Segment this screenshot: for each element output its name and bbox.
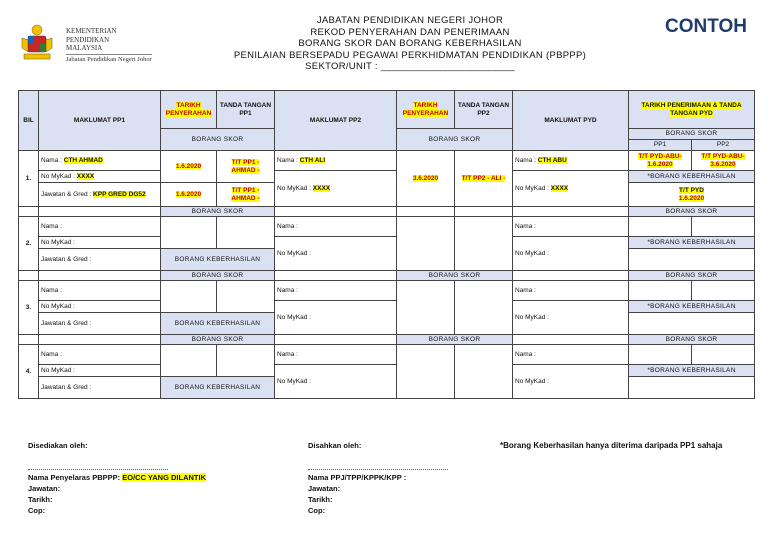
pp1-jawatan: KPP GRED DG52 bbox=[93, 191, 146, 198]
field-label: No MyKad : bbox=[41, 173, 75, 180]
pyd-mykad-cell: No MyKad : bbox=[513, 237, 629, 271]
title-line: REKOD PENYERAHAN DAN PENERIMAAN bbox=[310, 26, 510, 38]
field-label: Nama Penyelaras PBPPP: bbox=[28, 473, 121, 482]
pyd-subheader bbox=[629, 129, 755, 151]
pp2-nama-cell bbox=[275, 151, 397, 171]
tarikh-label: Tarikh: bbox=[308, 495, 333, 504]
disahkan-label: Disahkan oleh: bbox=[308, 441, 362, 450]
jawatan-label: Jawatan: bbox=[308, 484, 341, 493]
row-number: 3. bbox=[19, 281, 39, 335]
borang-skor-label: BORANG SKOR bbox=[161, 271, 275, 281]
col-penerimaan-pyd bbox=[629, 91, 755, 129]
tt-skor-cell bbox=[217, 151, 275, 183]
col-tanda-tangan-pp1: TANDA TANGAN PP1 bbox=[217, 91, 275, 129]
header-label: TARIKH PENERIMAAN & TANDA TANGAN PYD bbox=[641, 101, 742, 117]
col-bil: BIL bbox=[19, 91, 39, 151]
disediakan-label: Disediakan oleh: bbox=[28, 441, 88, 450]
title-line: JABATAN PENDIDIKAN NEGERI JOHOR bbox=[316, 15, 504, 26]
pp2-mykad-cell: No MyKad : bbox=[275, 301, 397, 335]
borang-skor-label: BORANG SKOR bbox=[629, 207, 755, 217]
pp2-tt-cell bbox=[455, 151, 513, 207]
borang-keberhasilan-label: BORANG KEBERHASILAN bbox=[161, 313, 275, 335]
col-tanda-tangan-pp2: TANDA TANGAN PP2 bbox=[455, 91, 513, 129]
field-label: Nama : bbox=[277, 157, 298, 164]
pyd-mykad-cell bbox=[513, 171, 629, 207]
pp1-short-label: PP1 bbox=[629, 140, 692, 150]
penyelaras-value: EO/CC YANG DILANTIK bbox=[122, 473, 206, 482]
record-table bbox=[18, 90, 755, 399]
pyd-tt-pp2: T/T PYD-ABU- bbox=[701, 152, 745, 160]
pp1-mykad-cell: No MyKad : bbox=[39, 301, 161, 313]
ministry-line: KEMENTERIAN bbox=[66, 27, 117, 35]
pyd-tarikh-pp1: 1.6.2020 bbox=[647, 160, 673, 168]
pp1-nama-cell: Nama : bbox=[39, 217, 161, 237]
pp2-mykad: XXXX bbox=[312, 185, 331, 192]
pp2-nama-cell: Nama : bbox=[275, 345, 397, 365]
table-row bbox=[19, 151, 755, 171]
table-row bbox=[19, 335, 755, 345]
tarikh-label: Tarikh: bbox=[28, 495, 53, 504]
contoh-stamp: CONTOH bbox=[665, 16, 747, 37]
borang-skor-label: BORANG SKOR bbox=[629, 271, 755, 281]
field-label: Jawatan & Gred : bbox=[41, 191, 92, 198]
nama-ppj-label: Nama PPJ/TPP/KPPK/KPP : bbox=[308, 473, 407, 482]
borang-skor-label: BORANG SKOR bbox=[161, 207, 275, 217]
signature-line bbox=[28, 463, 168, 470]
borang-skor-label: BORANG SKOR bbox=[397, 335, 513, 345]
pp2-mykad-cell: No MyKad : bbox=[275, 237, 397, 271]
header-label: TARIKH PENYERAHAN bbox=[165, 101, 212, 117]
disahkan-block bbox=[308, 440, 448, 516]
pp1-nama: CTH AHMAD bbox=[63, 157, 103, 164]
pp1-jawatan-cell bbox=[39, 183, 161, 207]
pyd-tarikh-pp2: 3.6.2020 bbox=[710, 160, 736, 168]
col-maklumat-pp1: MAKLUMAT PP1 bbox=[39, 91, 161, 151]
pyd-tarikh-keb: 1.6.2020 bbox=[678, 194, 705, 202]
borang-keberhasilan-label: BORANG KEBERHASILAN bbox=[161, 377, 275, 399]
pp2-tarikh-cell bbox=[397, 151, 455, 207]
pyd-nama-cell: Nama : bbox=[513, 281, 629, 301]
row-number: 4. bbox=[19, 345, 39, 399]
field-label: Nama : bbox=[515, 157, 536, 164]
pyd-tt-keb-cell bbox=[629, 183, 755, 207]
pp1-nama-cell bbox=[39, 151, 161, 171]
pp1-mykad-cell bbox=[39, 171, 161, 183]
field-label: Nama : bbox=[41, 157, 62, 164]
table-row bbox=[19, 237, 755, 249]
pp1-nama-cell: Nama : bbox=[39, 345, 161, 365]
pp2-nama-cell: Nama : bbox=[275, 217, 397, 237]
col-maklumat-pyd: MAKLUMAT PYD bbox=[513, 91, 629, 151]
pyd-tt-pp2-cell bbox=[692, 151, 755, 171]
tarikh-skor: 1.6.2020 bbox=[175, 163, 202, 170]
pp2-mykad-cell: No MyKad : bbox=[275, 365, 397, 399]
borang-skor-label: BORANG SKOR bbox=[397, 271, 513, 281]
title-line: PENILAIAN BERSEPADU PEGAWAI PERKHIDMATAN PENDIDIKAN (PBPPP) bbox=[233, 49, 587, 61]
pyd-nama-cell: Nama : bbox=[513, 345, 629, 365]
borang-keberhasilan-label: *BORANG KEBERHASILAN bbox=[629, 171, 755, 183]
col-tarikh-penyerahan-pp2 bbox=[397, 91, 455, 129]
tt-keberhasilan-cell bbox=[217, 183, 275, 207]
jawatan-label: Jawatan: bbox=[28, 484, 61, 493]
pp2-tt: T/T PP2 - ALI - bbox=[461, 174, 506, 182]
coat-of-arms-logo bbox=[18, 22, 56, 64]
borang-skor-label: BORANG SKOR bbox=[161, 129, 275, 151]
document-title bbox=[200, 15, 620, 73]
page-header bbox=[0, 0, 768, 90]
borang-skor-label: BORANG SKOR bbox=[397, 129, 513, 151]
pp1-mykad: XXXX bbox=[76, 173, 95, 180]
table-row bbox=[19, 217, 755, 237]
row-number: 2. bbox=[19, 217, 39, 271]
borang-keberhasilan-label: *BORANG KEBERHASILAN bbox=[629, 301, 755, 313]
signature-line bbox=[308, 463, 448, 470]
ministry-line: MALAYSIA bbox=[66, 44, 103, 52]
tarikh-keberhasilan: 1.6.2020 bbox=[175, 191, 202, 198]
borang-skor-label: BORANG SKOR bbox=[629, 335, 755, 345]
title-line: BORANG SKOR DAN BORANG KEBERHASILAN bbox=[298, 38, 522, 49]
jabatan-caption: Jabatan Pendidikan Negeri Johor bbox=[66, 55, 152, 63]
cop-label: Cop: bbox=[308, 506, 326, 515]
pyd-tt-pp1-cell bbox=[629, 151, 692, 171]
pyd-mykad-cell: No MyKad : bbox=[513, 301, 629, 335]
col-tarikh-penyerahan-pp1 bbox=[161, 91, 217, 129]
table-header-row bbox=[19, 91, 755, 129]
pp1-mykad-cell: No MyKad : bbox=[39, 237, 161, 249]
sektor-unit-line: SEKTOR/UNIT : ________________________ bbox=[305, 61, 515, 72]
pyd-nama-cell: Nama : bbox=[513, 217, 629, 237]
pp-split bbox=[629, 140, 754, 150]
header-label: TARIKH PENYERAHAN bbox=[402, 101, 449, 117]
pp2-tarikh: 3.6.2020 bbox=[412, 175, 439, 182]
pp1-nama-cell: Nama : bbox=[39, 281, 161, 301]
pyd-mykad-cell: No MyKad : bbox=[513, 365, 629, 399]
borang-keberhasilan-label: *BORANG KEBERHASILAN bbox=[629, 237, 755, 249]
pp1-jawatan-cell: Jawatan & Gred : bbox=[39, 313, 161, 335]
borang-keberhasilan-label: BORANG KEBERHASILAN bbox=[161, 249, 275, 271]
pp2-nama: CTH ALI bbox=[299, 157, 326, 164]
borang-skor-label: BORANG SKOR bbox=[161, 335, 275, 345]
tarikh-keberhasilan-cell bbox=[161, 183, 217, 207]
pp2-mykad-cell bbox=[275, 171, 397, 207]
table-row bbox=[19, 171, 755, 183]
table-row bbox=[19, 207, 755, 217]
ministry-line: PENDIDIKAN bbox=[66, 35, 110, 44]
field-label: No MyKad : bbox=[277, 185, 311, 192]
tarikh-skor-cell bbox=[161, 151, 217, 183]
footer-note: *Borang Keberhasilan hanya diterima daripada PP1 sahaja bbox=[500, 441, 723, 450]
nama-penyelaras bbox=[28, 472, 206, 483]
pyd-nama-cell bbox=[513, 151, 629, 171]
tt-keberhasilan: T/T PP1 - AHMAD - bbox=[231, 186, 260, 202]
pyd-nama: CTH ABU bbox=[537, 157, 567, 164]
table-row bbox=[19, 365, 755, 377]
pyd-mykad: XXXX bbox=[550, 185, 569, 192]
table-row bbox=[19, 271, 755, 281]
borang-keberhasilan-label: *BORANG KEBERHASILAN bbox=[629, 365, 755, 377]
pp2-short-label: PP2 bbox=[716, 141, 730, 148]
row-number: 1. bbox=[19, 151, 39, 207]
col-maklumat-pp2: MAKLUMAT PP2 bbox=[275, 91, 397, 151]
tt-skor: T/T PP1 - AHMAD - bbox=[231, 158, 260, 174]
table-row bbox=[19, 281, 755, 301]
table-row bbox=[19, 301, 755, 313]
disediakan-block bbox=[28, 440, 206, 516]
ministry-name bbox=[66, 27, 152, 64]
table-row bbox=[19, 345, 755, 365]
pp1-jawatan-cell: Jawatan & Gred : bbox=[39, 377, 161, 399]
pyd-tt-keb: T/T PYD bbox=[679, 186, 704, 194]
pp1-mykad-cell: No MyKad : bbox=[39, 365, 161, 377]
field-label: No MyKad : bbox=[515, 185, 549, 192]
borang-skor-label: BORANG SKOR bbox=[629, 129, 754, 140]
pp2-nama-cell: Nama : bbox=[275, 281, 397, 301]
cop-label: Cop: bbox=[28, 506, 46, 515]
pyd-tt-pp1: T/T PYD-ABU- bbox=[638, 152, 682, 160]
pp1-jawatan-cell: Jawatan & Gred : bbox=[39, 249, 161, 271]
